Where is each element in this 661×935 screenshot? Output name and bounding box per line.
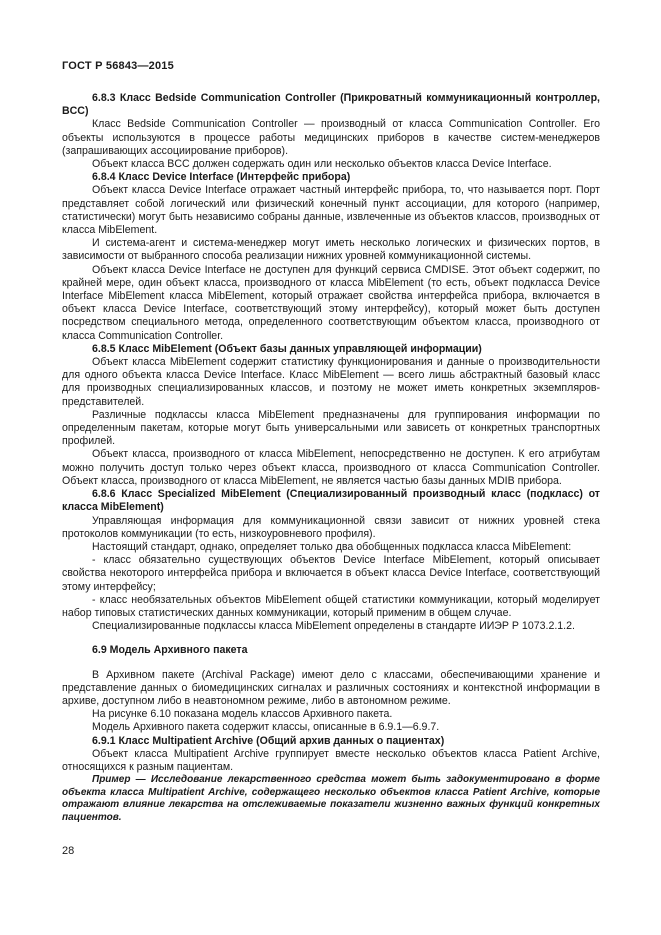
page-body [62,92,600,825]
paragraph: Объект класса Device Interface отражает частный интерфейс прибора, то, что называется порт. Порт представляет собой логический или физический конечный пункт ассоциации, для которого (например, статистически) могут быть независимо собраны данные, извлеченные из объектов классов, производных от класса MibElement. [62,184,600,237]
paragraph: Объект класса MibElement содержит статистику функционирования и данные о производительности для одного объекта класса Device Interface. Класс MibElement — всего лишь абстрактный базовый класс для производных специализированных классов, и поэтому не может иметь конкретных экземпляров-представителей. [62,356,600,408]
paragraph: На рисунке 6.10 показана модель классов Архивного пакета. [92,708,393,721]
paragraph: В Архивном пакете (Archival Package) имеют дело с классами, обеспечивающими хранение и представление данных о биомедицинских сигналах и различных состояниях и контекстной информации в архиве, доступном либо в неавтономном режиме, либо в автономном режиме. [62,668,600,707]
section-heading-6-8-5: 6.8.5 Класс MibElement (Объект базы данных управляющей информации) [92,342,482,355]
paragraph: Модель Архивного пакета содержит классы, описанные в 6.9.1—6.9.7. [92,721,440,734]
paragraph: Управляющая информация для коммуникационной связи зависит от нижних уровней стека протоколов коммуникации (то есть, низкоуровневого профиля). [62,514,600,540]
paragraph: Специализированные подклассы класса MibElement определены в стандарте ИИЭР Р 1073.2.1.2. [92,620,575,633]
section-heading-6-8-4: 6.8.4 Класс Device Interface (Интерфейс прибора) [92,171,351,184]
list-item: - класс необязательных объектов MibElement общей статистики коммуникации, который моделирует набор типовых статистических данных коммуникации, который применим в общем случае. [62,593,600,619]
list-item: - класс обязательно существующих объектов Device Interface MibElement, который описывает свойства некоторого интерфейса прибора и включается в объект класса Device Interface, соответствующий этому интерфейсу; [62,554,600,593]
paragraph: Объект класса, производного от класса MibElement, непосредственно не доступен. К его атрибутам можно получить доступ только через объект класса, производного от класса Communication Controller. Объект класса, производного от класса MibElement, не является частью базы данных MDIB прибора. [62,448,600,487]
paragraph: Объект класса Device Interface не доступен для функций сервиса CMDISE. Этот объект содержит, по крайней мере, один объект класса, производного от класса MibElement (то есть, объект подкласса Device Interface MibElement класса MibElement, который отражает свойства интерфейса прибора, включается в объект класса Device Interface, соответствующий этому интерфейсу), который может быть доступен посредством специального метода, определенного соответствующим объектом класса, производного от класса Communication Controller. [62,263,600,342]
page-number: 28 [62,845,75,857]
section-heading-6-8-6: 6.8.6 Класс Specialized MibElement (Специализированный производный класс (подкласс) от класса MibElement) [62,488,600,514]
paragraph: Различные подклассы класса MibElement предназначены для группирования информации по определенным пакетам, которые могут быть универсальными или зависеть от конкретных транспортных профилей. [62,408,600,448]
paragraph: Объект класса BCC должен содержать один или несколько объектов класса Device Interface. [92,158,552,171]
document-header: ГОСТ Р 56843—2015 [62,60,174,72]
section-heading-6-9: 6.9 Модель Архивного пакета [92,644,248,657]
example-label: Пример — [92,774,146,786]
example-text: Исследование лекарственного средства может быть задокументировано в форме объекта класса Multipatient Archive, содержащего несколько объектов класса Patient Archive, которые отражают влияние лекарства на отслеживаемые показатели жизненно важных функций конкретных пациентов. [62,774,600,823]
section-heading-6-9-1: 6.9.1 Класс Multipatient Archive (Общий архив данных о пациентах) [92,734,445,747]
paragraph: Объект класса Multipatient Archive группирует вместе несколько объектов класса Patient Archive, относящихся к разным пациентам. [62,747,600,773]
paragraph: Класс Bedside Communication Controller — производный от класса Communication Controller. Его объекты используются в процессе работы медицинских приборов в качестве систем-менеджеров (запрашивающих ассоциирование приборов). [62,118,600,157]
example-note [62,774,600,824]
section-heading-6-8-3: 6.8.3 Класс Bedside Communication Controller (Прикроватный коммуникационный контроллер, BCC) [62,92,600,118]
paragraph: Настоящий стандарт, однако, определяет только два обобщенных подкласса класса MibElement: [92,540,572,553]
paragraph: И система-агент и система-менеджер могут иметь несколько логических и физических портов, в зависимости от выбранного способа реализации нижних уровней коммуникационной системы. [62,237,600,263]
